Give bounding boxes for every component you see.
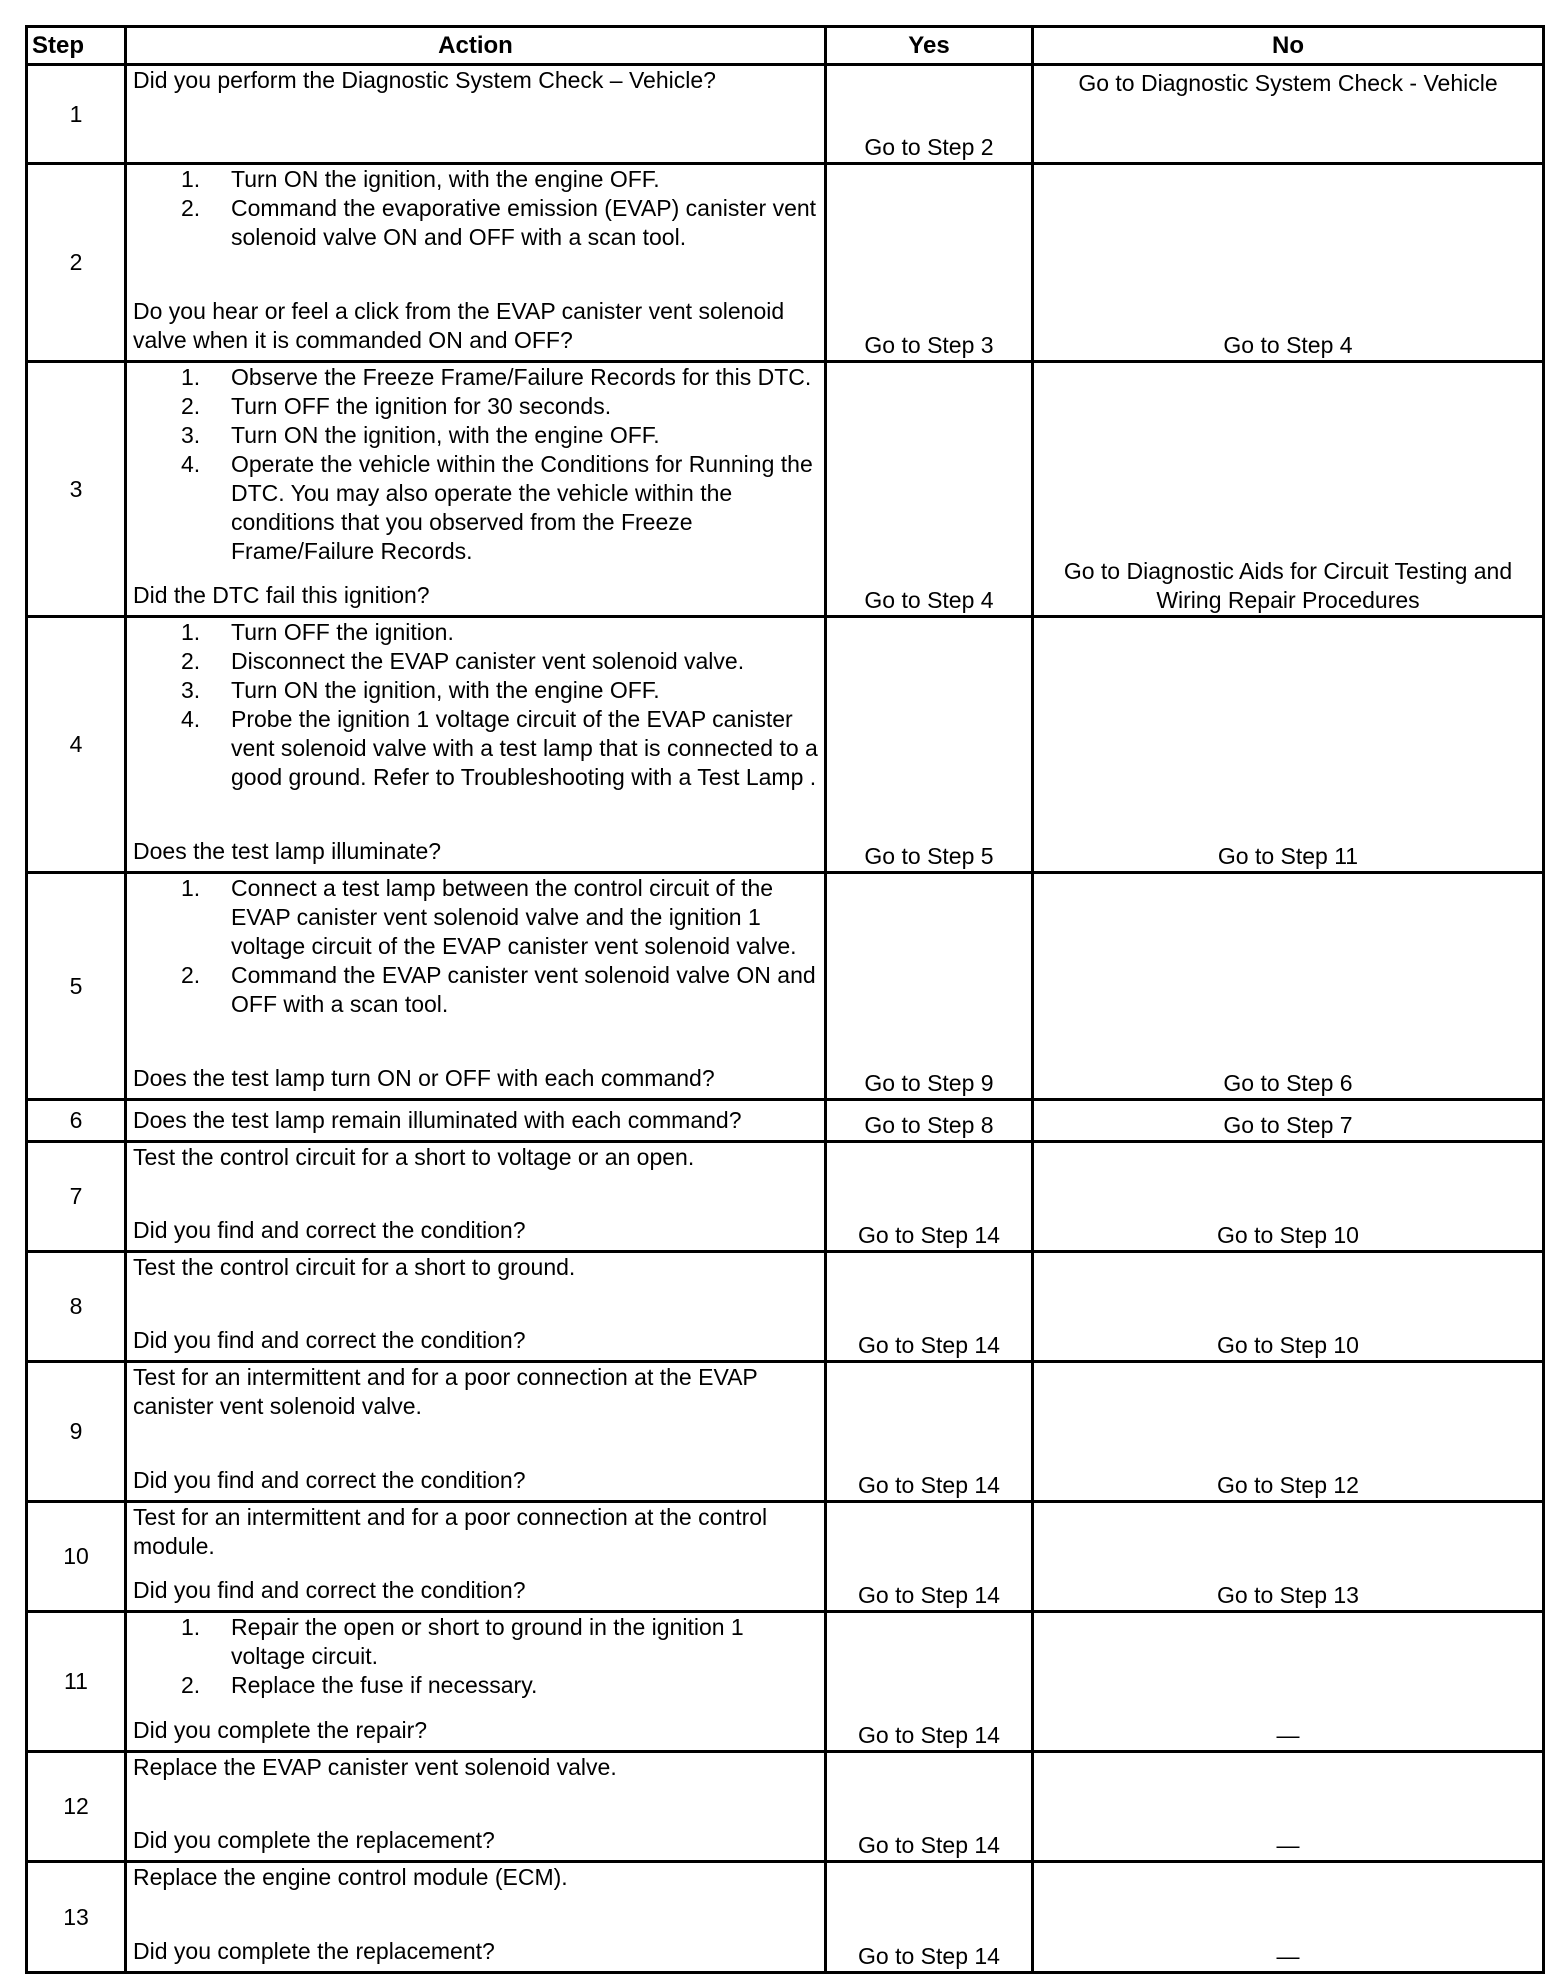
- action-intro: Test for an intermittent and for a poor connection at the control module.: [133, 1504, 768, 1559]
- step-number: 5: [27, 873, 126, 1100]
- action-cell: [126, 1752, 826, 1862]
- yes-cell: Go to Step 14: [826, 1752, 1033, 1862]
- action-question: Did the DTC fail this ignition?: [133, 582, 430, 608]
- action-question: Do you hear or feel a click from the EVAP canister vent solenoid valve when it is commanded ON and OFF?: [133, 298, 785, 353]
- yes-cell: Go to Step 14: [826, 1862, 1033, 1973]
- header-action: Action: [126, 27, 826, 65]
- action-question: Did you complete the replacement?: [133, 1827, 495, 1853]
- action-cell: [126, 1502, 826, 1612]
- no-cell: Go to Step 12: [1033, 1362, 1544, 1502]
- step-number: 8: [27, 1252, 126, 1362]
- header-no: No: [1033, 27, 1544, 65]
- step-number: 2: [27, 164, 126, 362]
- action-cell: [126, 873, 826, 1100]
- no-cell: Go to Diagnostic System Check - Vehicle: [1033, 65, 1544, 164]
- action-question: Did you find and correct the condition?: [133, 1217, 526, 1243]
- table-row: [27, 164, 1544, 362]
- action-question: Does the test lamp remain illuminated with each command?: [133, 1107, 742, 1133]
- action-cell: [126, 1612, 826, 1752]
- table-row: [27, 617, 1544, 873]
- list-item: 2. Disconnect the EVAP canister vent solenoid valve.: [181, 648, 745, 674]
- action-steps-list: [133, 1613, 818, 1700]
- table-body: [27, 65, 1544, 1973]
- action-cell: [126, 1142, 826, 1252]
- action-question: Did you complete the replacement?: [133, 1938, 495, 1964]
- list-item: 4. Probe the ignition 1 voltage circuit of the EVAP canister vent solenoid valve with a test lamp that is connected to a good ground. Refer to Troubleshooting with a Test Lamp .: [181, 706, 818, 790]
- header-step: Step: [27, 27, 126, 65]
- no-cell: —: [1033, 1752, 1544, 1862]
- no-cell: Go to Step 6: [1033, 873, 1544, 1100]
- action-steps-list: [133, 618, 818, 792]
- yes-cell: Go to Step 5: [826, 617, 1033, 873]
- action-cell: [126, 1100, 826, 1142]
- action-intro: Replace the EVAP canister vent solenoid valve.: [133, 1754, 617, 1780]
- action-question: Does the test lamp turn ON or OFF with each command?: [133, 1065, 715, 1091]
- action-cell: [126, 164, 826, 362]
- step-number: 1: [27, 65, 126, 164]
- table-row: [27, 1362, 1544, 1502]
- yes-cell: Go to Step 14: [826, 1502, 1033, 1612]
- list-item: 1. Turn ON the ignition, with the engine OFF.: [181, 166, 660, 192]
- list-item: 2. Command the evaporative emission (EVAP) canister vent solenoid valve ON and OFF with a scan tool.: [181, 195, 817, 250]
- action-question: Did you complete the repair?: [133, 1717, 428, 1743]
- no-cell: Go to Step 4: [1033, 164, 1544, 362]
- step-number: 7: [27, 1142, 126, 1252]
- list-item: 2. Command the EVAP canister vent solenoid valve ON and OFF with a scan tool.: [181, 962, 816, 1017]
- table-row: [27, 1142, 1544, 1252]
- action-steps-list: [133, 874, 818, 1019]
- action-cell: [126, 617, 826, 873]
- list-item: 2. Replace the fuse if necessary.: [181, 1672, 538, 1698]
- action-question: Did you find and correct the condition?: [133, 1327, 526, 1353]
- no-cell: —: [1033, 1612, 1544, 1752]
- action-intro: Did you perform the Diagnostic System Check – Vehicle?: [133, 67, 716, 93]
- no-cell: Go to Step 11: [1033, 617, 1544, 873]
- action-cell: [126, 65, 826, 164]
- step-number: 4: [27, 617, 126, 873]
- yes-cell: Go to Step 14: [826, 1252, 1033, 1362]
- step-number: 3: [27, 362, 126, 617]
- action-intro: Test the control circuit for a short to voltage or an open.: [133, 1144, 695, 1170]
- action-cell: [126, 1252, 826, 1362]
- table-row: [27, 1612, 1544, 1752]
- yes-cell: Go to Step 8: [826, 1100, 1033, 1142]
- yes-cell: Go to Step 14: [826, 1612, 1033, 1752]
- list-item: 1. Connect a test lamp between the control circuit of the EVAP canister vent solenoid valve and the ignition 1 voltage circuit of the EVAP canister vent solenoid valve.: [181, 875, 797, 959]
- table-row: [27, 1752, 1544, 1862]
- step-number: 11: [27, 1612, 126, 1752]
- yes-cell: Go to Step 14: [826, 1142, 1033, 1252]
- no-cell: Go to Step 10: [1033, 1142, 1544, 1252]
- table-row: [27, 873, 1544, 1100]
- list-item: 3. Turn ON the ignition, with the engine OFF.: [181, 422, 660, 448]
- table-row: [27, 362, 1544, 617]
- step-number: 10: [27, 1502, 126, 1612]
- step-number: 6: [27, 1100, 126, 1142]
- action-intro: Test the control circuit for a short to ground.: [133, 1254, 576, 1280]
- step-number: 13: [27, 1862, 126, 1973]
- list-item: 1. Repair the open or short to ground in the ignition 1 voltage circuit.: [181, 1614, 744, 1669]
- action-question: Does the test lamp illuminate?: [133, 838, 442, 864]
- no-cell: Go to Step 13: [1033, 1502, 1544, 1612]
- action-steps-list: [133, 363, 818, 566]
- list-item: 2. Turn OFF the ignition for 30 seconds.: [181, 393, 612, 419]
- action-cell: [126, 362, 826, 617]
- table-row: [27, 65, 1544, 164]
- list-item: 1. Turn OFF the ignition.: [181, 619, 454, 645]
- no-cell: Go to Step 10: [1033, 1252, 1544, 1362]
- no-cell: Go to Diagnostic Aids for Circuit Testing and Wiring Repair Procedures: [1033, 362, 1544, 617]
- header-row: [27, 27, 1544, 65]
- no-cell: Go to Step 7: [1033, 1100, 1544, 1142]
- action-steps-list: [133, 165, 818, 252]
- step-number: 9: [27, 1362, 126, 1502]
- yes-cell: Go to Step 2: [826, 65, 1033, 164]
- no-cell: —: [1033, 1862, 1544, 1973]
- action-question: Did you find and correct the condition?: [133, 1467, 526, 1493]
- yes-cell: Go to Step 14: [826, 1362, 1033, 1502]
- step-number: 12: [27, 1752, 126, 1862]
- header-yes: Yes: [826, 27, 1033, 65]
- action-cell: [126, 1362, 826, 1502]
- table-row: [27, 1252, 1544, 1362]
- action-cell: [126, 1862, 826, 1973]
- list-item: 4. Operate the vehicle within the Conditions for Running the DTC. You may also operate the vehicle within the conditions that you observed from the Freeze Frame/Failure Records.: [181, 451, 813, 564]
- list-item: 1. Observe the Freeze Frame/Failure Records for this DTC.: [181, 364, 812, 390]
- yes-cell: Go to Step 9: [826, 873, 1033, 1100]
- list-item: 3. Turn ON the ignition, with the engine OFF.: [181, 677, 660, 703]
- yes-cell: Go to Step 4: [826, 362, 1033, 617]
- diagnostic-table: [25, 25, 1545, 1974]
- action-intro: Test for an intermittent and for a poor connection at the EVAP canister vent solenoid valve.: [133, 1364, 758, 1419]
- table-row: [27, 1100, 1544, 1142]
- yes-cell: Go to Step 3: [826, 164, 1033, 362]
- table-row: [27, 1862, 1544, 1973]
- table-row: [27, 1502, 1544, 1612]
- action-intro: Replace the engine control module (ECM).: [133, 1864, 568, 1890]
- action-question: Did you find and correct the condition?: [133, 1577, 526, 1603]
